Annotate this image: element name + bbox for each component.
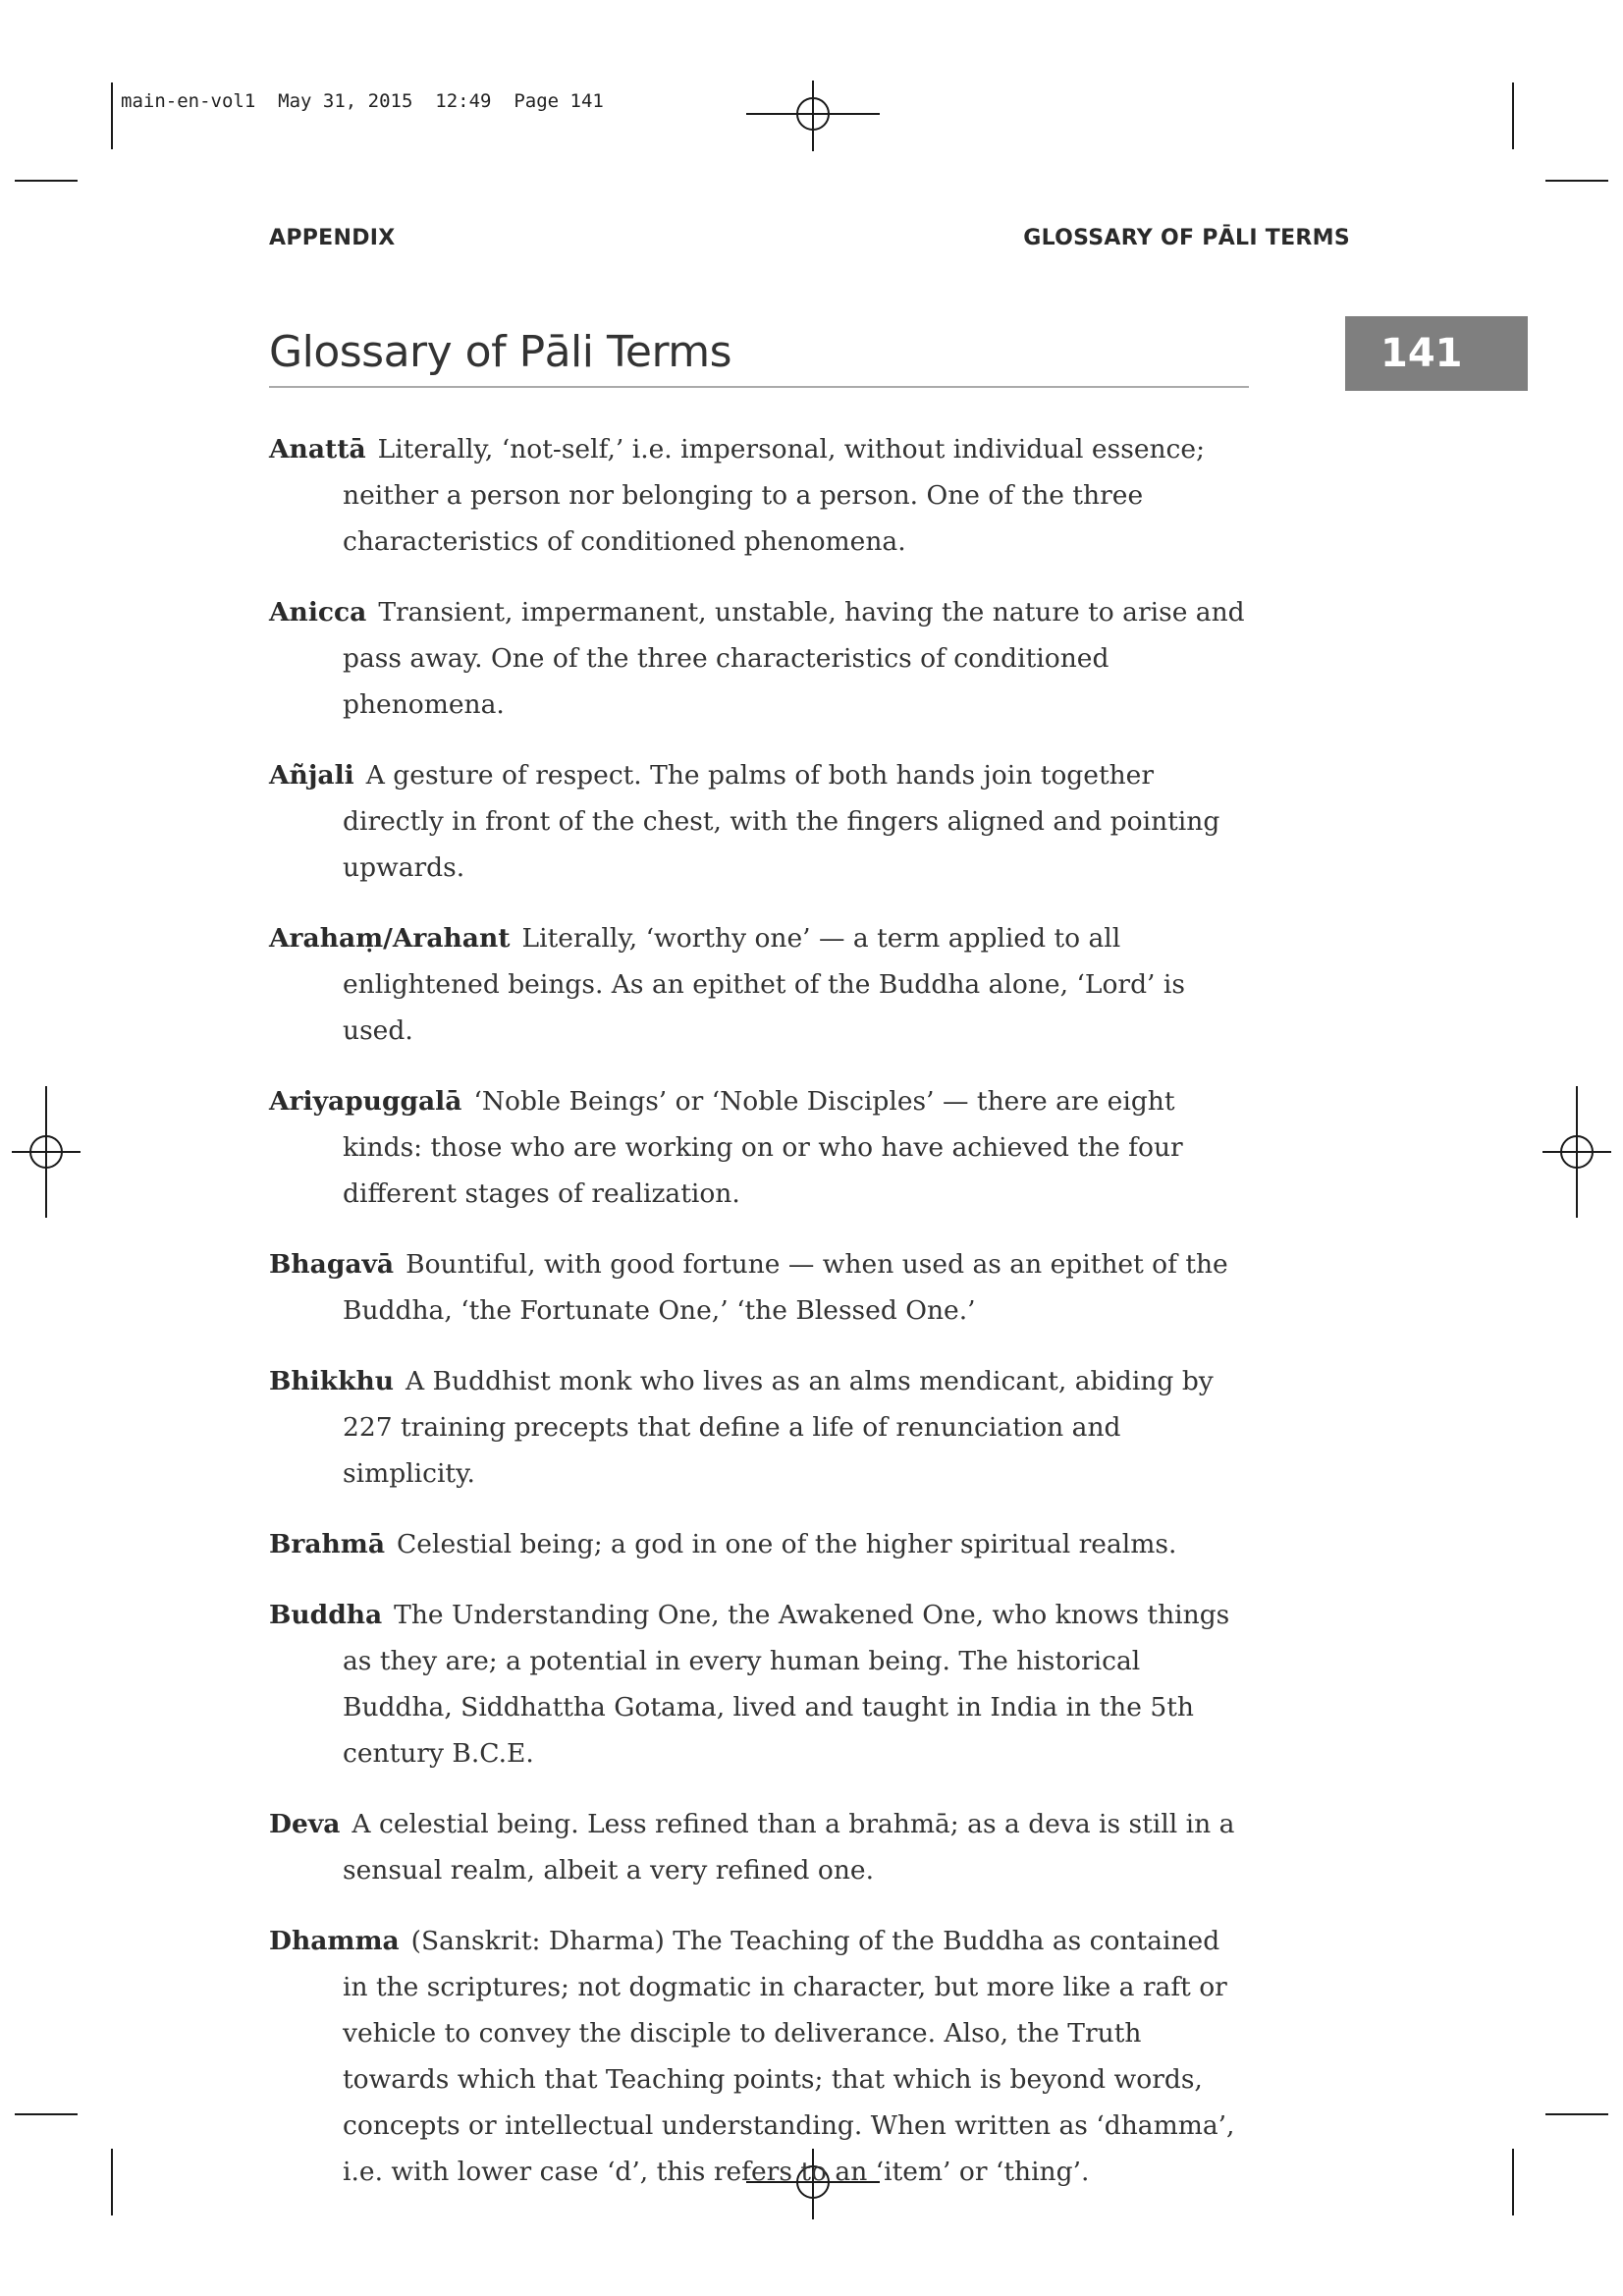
- crop-mark: [1512, 82, 1514, 149]
- glossary-entry: [269, 1592, 1251, 1777]
- glossary-entry: [269, 589, 1251, 728]
- glossary-term: Buddha: [269, 1600, 383, 1630]
- glossary-term: Dhamma: [269, 1926, 400, 1956]
- glossary-term: Anicca: [269, 597, 367, 628]
- running-head-left: APPENDIX: [269, 226, 396, 250]
- glossary-entry: [269, 1358, 1251, 1497]
- glossary-term: Anattā: [269, 434, 366, 465]
- crop-mark: [15, 180, 78, 182]
- glossary-definition: Literally, ‘worthy one’ — a term applied to all enlightened beings. As an epithet of the Buddha alone, ‘Lord’ is used.: [343, 923, 1185, 1046]
- crop-mark: [1545, 2113, 1608, 2115]
- glossary-definition: A gesture of respect. The palms of both hands join together directly in front of the chest, with the fingers aligned and pointing upwards.: [343, 760, 1220, 883]
- crop-mark: [1512, 2149, 1514, 2215]
- page-title: Glossary of Pāli Terms: [269, 327, 732, 377]
- crop-mark: [111, 82, 113, 149]
- registration-mark-left: [12, 1086, 81, 1218]
- glossary-entry: [269, 915, 1251, 1054]
- glossary-list: [269, 426, 1251, 2219]
- glossary-definition: A celestial being. Less refined than a brahmā; as a deva is still in a sensual realm, albeit a very refined one.: [343, 1809, 1235, 1886]
- glossary-entry: [269, 1241, 1251, 1334]
- print-slug: main-en-vol1 May 31, 2015 12:49 Page 141: [121, 90, 604, 112]
- glossary-definition: Celestial being; a god in one of the higher spiritual realms.: [397, 1529, 1177, 1559]
- glossary-term: Brahmā: [269, 1529, 386, 1559]
- glossary-term: Bhikkhu: [269, 1366, 394, 1396]
- registration-mark-top: [746, 81, 880, 151]
- glossary-definition: ‘Noble Beings’ or ‘Noble Disciples’ — there are eight kinds: those who are working on or who have achieved the four different stages of realization.: [343, 1086, 1183, 1209]
- page-number: 141: [1345, 316, 1528, 391]
- glossary-definition: The Understanding One, the Awakened One, who knows things as they are; a potential in every human being. The historical Buddha, Siddhattha Gotama, lived and taught in India in the 5th century B.C.E.: [343, 1600, 1230, 1769]
- glossary-entry: [269, 426, 1251, 565]
- glossary-entry: [269, 1521, 1251, 1567]
- glossary-term: Deva: [269, 1809, 341, 1839]
- glossary-definition: Literally, ‘not-self,’ i.e. impersonal, without individual essence; neither a person nor belonging to a person. One of the three characteristics of conditioned phenomena.: [343, 434, 1206, 557]
- glossary-definition: Transient, impermanent, unstable, having the nature to arise and pass away. One of the three characteristics of conditioned phenomena.: [343, 597, 1245, 720]
- glossary-term: Arahaṃ/Arahant: [269, 923, 511, 954]
- glossary-entry: [269, 1078, 1251, 1217]
- glossary-term: Ariyapuggalā: [269, 1086, 462, 1117]
- glossary-definition: Bountiful, with good fortune — when used as an epithet of the Buddha, ‘the Fortunate One,’ ‘the Blessed One.’: [343, 1249, 1228, 1326]
- crop-mark: [1545, 180, 1608, 182]
- glossary-entry: [269, 752, 1251, 891]
- glossary-entry: [269, 1918, 1251, 2195]
- glossary-definition: (Sanskrit: Dharma) The Teaching of the Buddha as contained in the scriptures; not dogmatic in character, but more like a raft or vehicle to convey the disciple to deliverance. Also, the Truth towards which that Teaching points; that which is beyond words, concepts or intellectual understanding. When written as ‘dhamma’, i.e. with lower case ‘d’, this refers to an ‘item’ or ‘thing’.: [343, 1926, 1235, 2187]
- glossary-entry: [269, 1801, 1251, 1893]
- registration-mark-right: [1542, 1086, 1611, 1218]
- glossary-definition: A Buddhist monk who lives as an alms mendicant, abiding by 227 training precepts that define a life of renunciation and simplicity.: [343, 1366, 1214, 1489]
- crop-mark: [15, 2113, 78, 2115]
- crop-mark: [111, 2149, 113, 2215]
- running-head-right: GLOSSARY OF PĀLI TERMS: [1023, 226, 1350, 250]
- glossary-term: Bhagavā: [269, 1249, 395, 1280]
- glossary-term: Añjali: [269, 760, 354, 791]
- title-rule: [269, 386, 1249, 388]
